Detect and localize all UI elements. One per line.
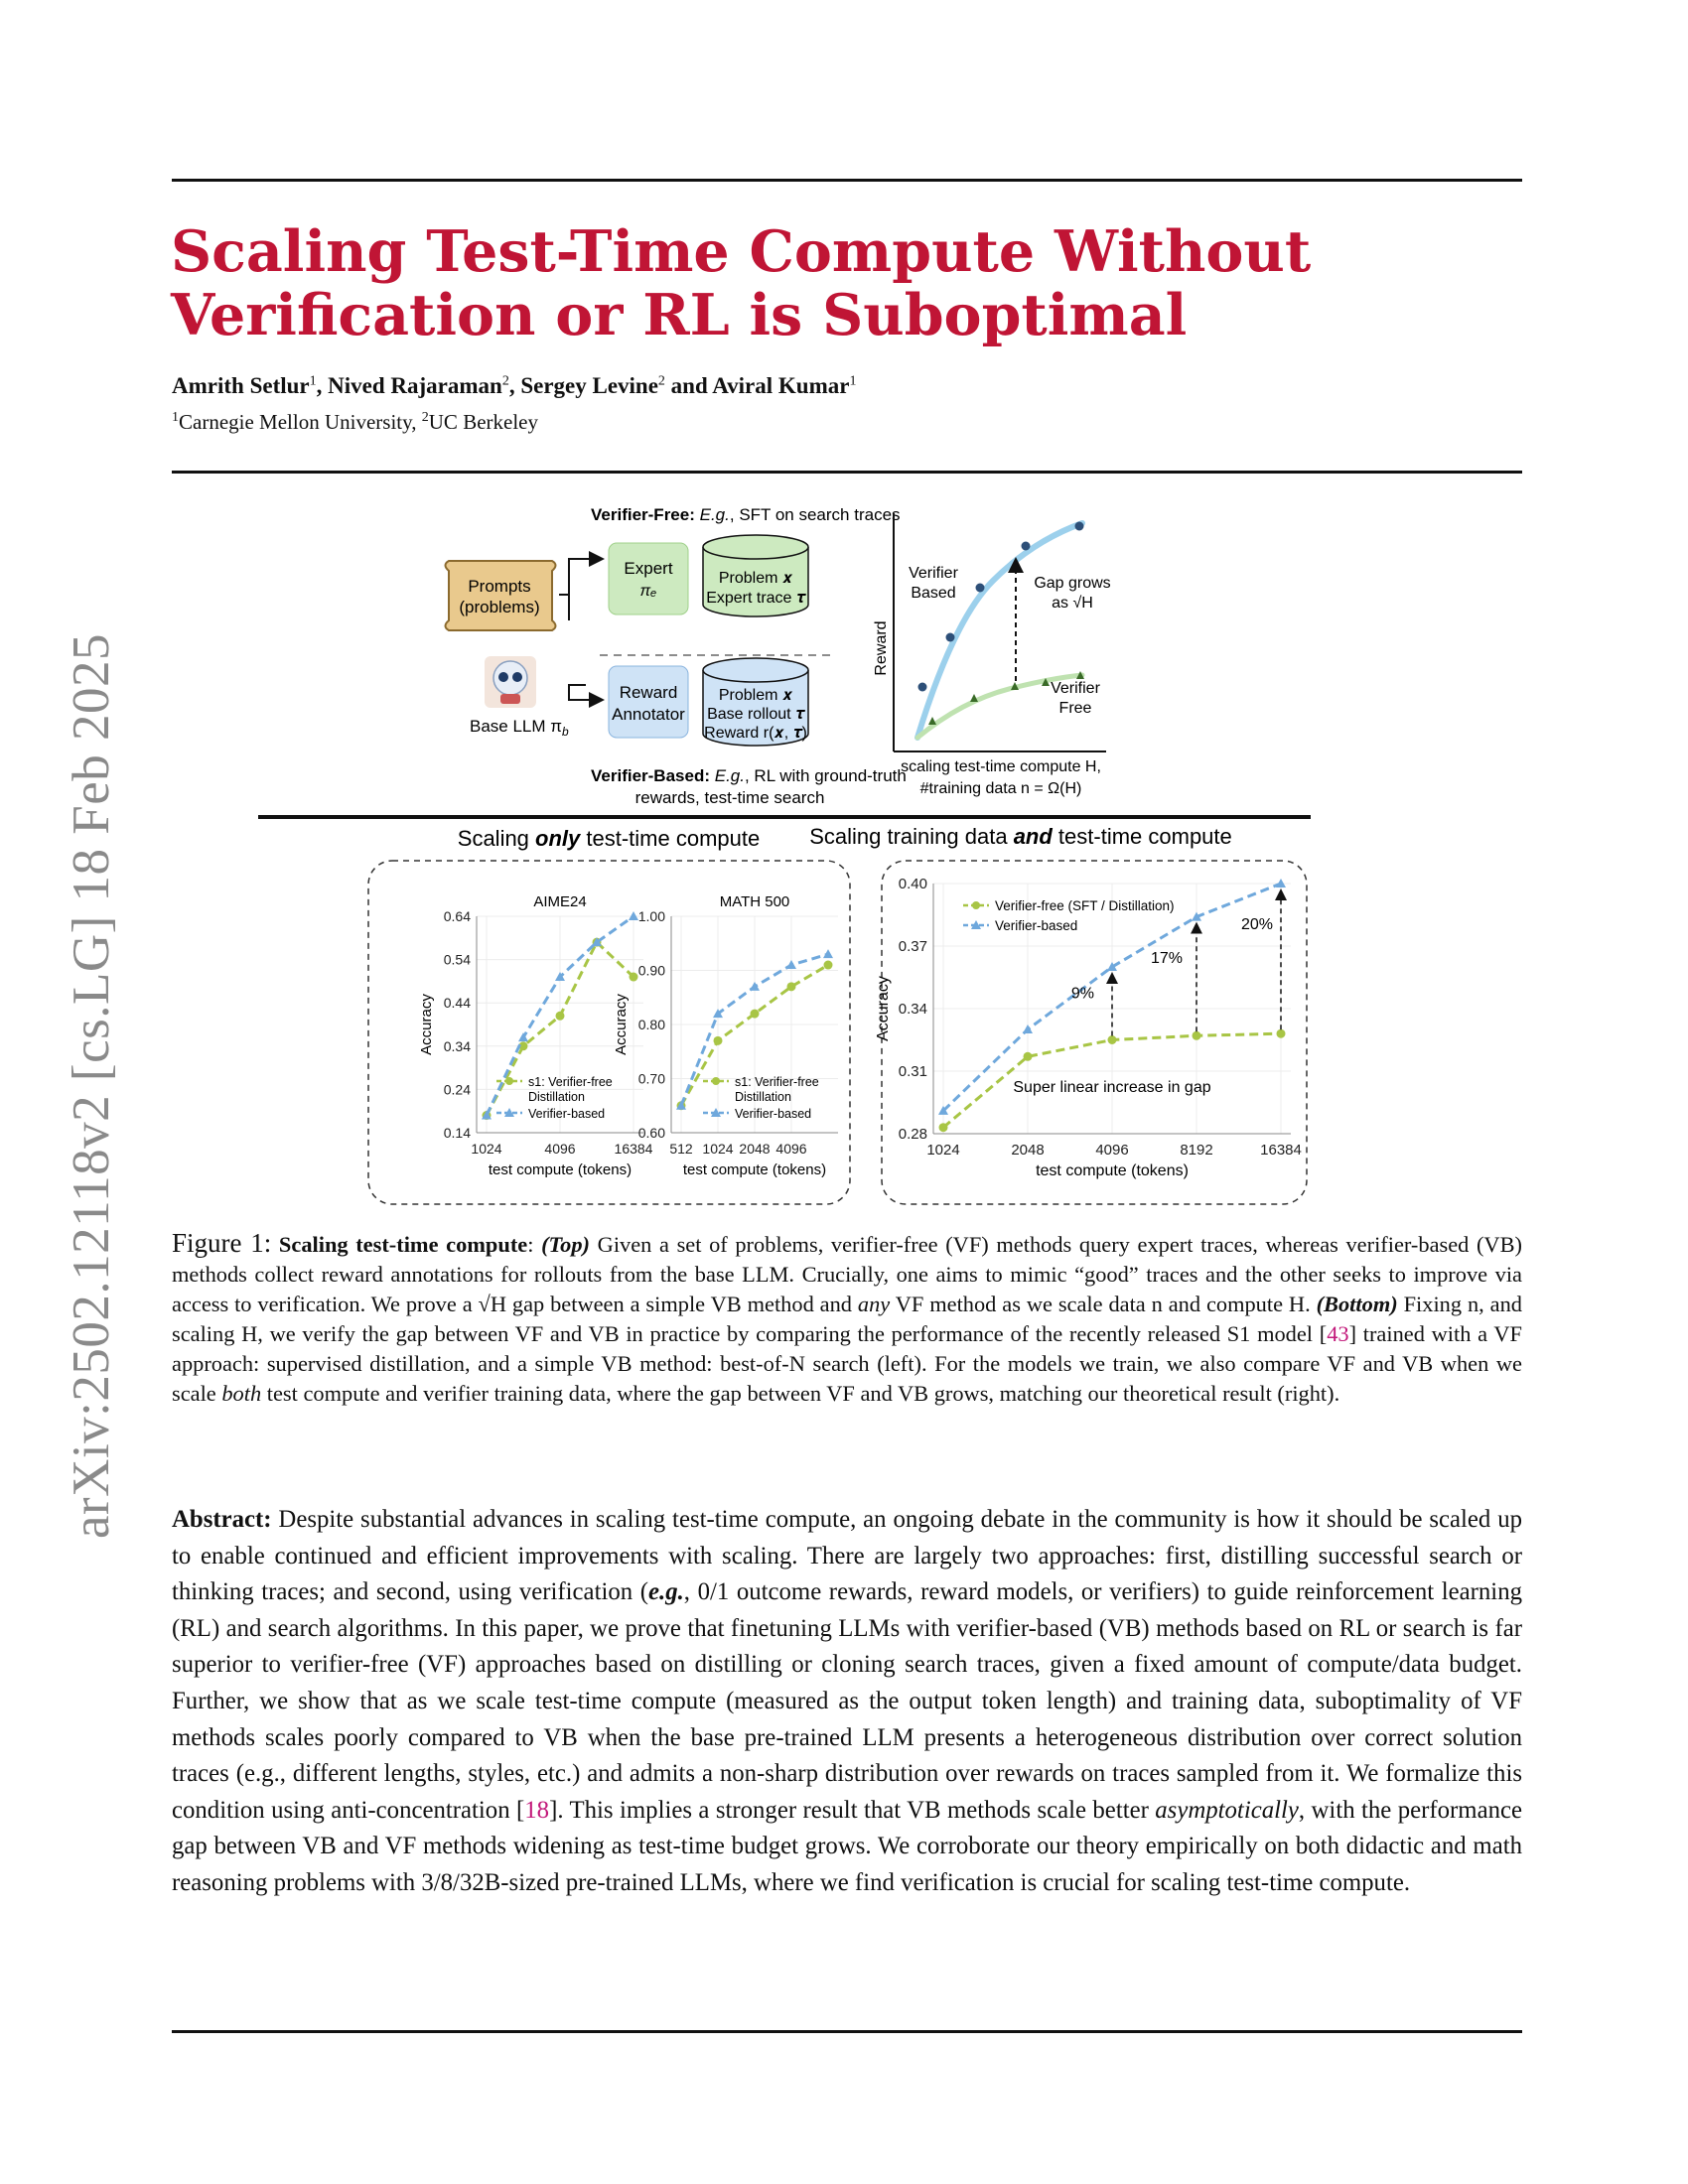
arxiv-stamp: arXiv:2502.12118v2 [cs.LG] 18 Feb 2025 (63, 632, 120, 1539)
svg-text:scaling test-time compute H,: scaling test-time compute H, (901, 758, 1101, 775)
svg-text:as √H: as √H (1052, 595, 1093, 612)
caption-bottom-tag: (Bottom) (1316, 1292, 1398, 1316)
author-affil-mark: 1 (309, 373, 317, 389)
y-tick-label: 0.80 (637, 1017, 665, 1032)
svg-text:Gap grows: Gap grows (1034, 575, 1111, 592)
svg-text:Base rollout 𝝉: Base rollout 𝝉 (707, 706, 804, 723)
data-point-verifier-free (1024, 1052, 1033, 1061)
y-tick-label: 0.37 (898, 938, 927, 955)
affil-number: 2 (421, 410, 429, 425)
data-point-verifier-free (556, 1012, 565, 1021)
prompts-scroll (446, 561, 556, 630)
y-tick-label: 0.40 (898, 876, 927, 892)
theory-plot (873, 513, 1111, 797)
data-point-verifier-free (751, 1010, 760, 1019)
vb-database-icon (703, 658, 808, 746)
vf-database-icon (703, 535, 808, 616)
left-panel-title: Scaling only test-time compute (457, 826, 761, 851)
right-panel-title: Scaling training data and test-time compute (809, 824, 1232, 849)
x-tick-label: 2048 (1011, 1142, 1045, 1159)
figure-1 (169, 501, 1331, 1221)
x-tick-label: 1024 (926, 1142, 960, 1159)
data-point-verifier-free (939, 1123, 948, 1132)
svg-text:Annotator: Annotator (612, 705, 685, 724)
legend-label: Verifier-based (995, 918, 1078, 933)
svg-text:#training data n = Ω(H): #training data n = Ω(H) (919, 780, 1082, 797)
data-point-verifier-based (786, 960, 796, 969)
legend-label: Verifier-based (528, 1107, 606, 1121)
y-tick-label: 0.64 (443, 908, 471, 924)
svg-text:πₑ: πₑ (639, 583, 657, 600)
abstract-label: Abstract: (172, 1506, 272, 1533)
author-name: Nived Rajaraman (328, 373, 502, 398)
y-tick-label: 0.44 (443, 995, 471, 1012)
vb-footer: Verifier-Based: E.g., RL with ground-truth (591, 766, 907, 785)
author-affil-mark: 1 (849, 373, 857, 389)
x-tick-label: 4096 (544, 1141, 576, 1157)
chart-title: AIME24 (533, 893, 587, 910)
data-point-verifier-based (555, 972, 565, 981)
caption-label: Figure 1: (172, 1228, 272, 1258)
svg-text:Reward r(𝒙, 𝝉): Reward r(𝒙, 𝝉) (704, 725, 807, 742)
author-name: Sergey Levine (520, 373, 658, 398)
y-tick-label: 0.34 (443, 1037, 471, 1054)
svg-text:Verifier: Verifier (909, 565, 958, 582)
legend-label: s1: Verifier-free (528, 1075, 613, 1089)
vf-vb-diagram (446, 505, 907, 807)
y-tick-label: 0.34 (898, 1001, 927, 1018)
vb-footer-line2: rewards, test-time search (634, 788, 825, 807)
data-point-verifier-free (630, 973, 638, 982)
affil-number: 1 (172, 410, 179, 425)
y-tick-label: 0.60 (637, 1125, 665, 1141)
x-tick-label: 2048 (739, 1141, 771, 1157)
svg-text:Free: Free (1058, 700, 1092, 717)
y-axis-label: Accuracy (613, 994, 630, 1055)
y-tick-label: 1.00 (637, 908, 665, 924)
citation-link[interactable]: 43 (1327, 1321, 1349, 1346)
vf-header: Verifier-Free: E.g., SFT on search traces (591, 505, 901, 524)
legend-label: Distillation (528, 1090, 585, 1104)
author-name: Aviral Kumar (712, 373, 850, 398)
y-tick-label: 0.70 (637, 1070, 665, 1087)
svg-text:(problems): (problems) (459, 598, 540, 616)
bottom-rule (172, 2030, 1522, 2033)
y-axis-label: Accuracy (875, 976, 892, 1041)
x-tick-label: 4096 (1095, 1142, 1129, 1159)
x-axis-label: test compute (tokens) (682, 1161, 827, 1178)
top-rule (172, 179, 1522, 182)
expert-box (609, 543, 688, 614)
author-name: Amrith Setlur (172, 373, 310, 398)
citation-link[interactable]: 18 (524, 1796, 550, 1824)
svg-text:Problem 𝒙: Problem 𝒙 (718, 570, 793, 587)
author-affil-mark: 2 (657, 373, 665, 389)
y-tick-label: 0.14 (443, 1125, 471, 1141)
x-tick-label: 512 (669, 1141, 693, 1157)
y-tick-label: 0.90 (637, 962, 665, 979)
y-tick-label: 0.28 (898, 1126, 927, 1143)
paper-title: Scaling Test-Time Compute Without Verification or RL is Suboptimal (171, 218, 1312, 348)
data-point-verifier-based (1023, 1024, 1033, 1033)
chart-title: MATH 500 (719, 893, 790, 910)
legend-label: Distillation (735, 1090, 791, 1104)
chart-scaling-data (875, 876, 1302, 1179)
figure-caption: Figure 1: Scaling test-time compute: (Top) Given a set of problems, verifier-free (VF) methods query expert traces, whereas verifier-based (VB) methods collect reward annotations for rollouts from the base LLM. Crucially, one aims to mimic “good” traces and the other seeks to improve via access to verification. We prove a √H gap between a simple VB method and any VF method as we scale data n and compute H. (Bottom) Fixing n, and scaling H, we verify the gap between VF and VB in practice by comparing the performance of the recently released S1 model [43] trained with a VF approach: supervised distillation, and a simple VB method: best-of-N search (left). For the models we train, we also compare VF and VB when we scale both test compute and verifier training data, where the gap between VF and VB grows, matching our theoretical result (right). (172, 1228, 1522, 1406)
affil-name: UC Berkeley (428, 410, 538, 434)
x-tick-label: 4096 (775, 1141, 807, 1157)
caption-top-tag: (Top) (541, 1232, 591, 1257)
gap-label: 9% (1070, 985, 1094, 1003)
legend-marker (505, 1077, 513, 1085)
legend-label: Verifier-based (735, 1107, 812, 1121)
data-point-verifier-free (1193, 1031, 1201, 1040)
affil-name: Carnegie Mellon University (179, 410, 412, 434)
caption-title: Scaling test-time compute (278, 1232, 528, 1257)
x-tick-label: 8192 (1180, 1142, 1213, 1159)
base-llm-label: Base LLM $\pi_b$ (470, 717, 569, 739)
gap-annotation: Super linear increase in gap (1013, 1079, 1211, 1096)
x-axis-label: test compute (tokens) (488, 1161, 633, 1178)
x-tick-label: 1024 (471, 1141, 502, 1157)
chart-math500 (613, 893, 838, 1178)
data-point-verifier-free (1108, 1035, 1117, 1044)
affiliation-list: $^1$Carnegie Mellon University, $^2$UC Berkeley (172, 410, 538, 434)
x-tick-label: 16384 (1260, 1142, 1302, 1159)
svg-text:Prompts: Prompts (468, 577, 531, 596)
y-tick-label: 0.24 (443, 1081, 471, 1098)
svg-text:Verifier: Verifier (1051, 680, 1100, 697)
x-tick-label: 1024 (702, 1141, 734, 1157)
x-axis-label: test compute (tokens) (1036, 1162, 1189, 1179)
header-rule (172, 471, 1522, 474)
svg-text:Based: Based (911, 585, 956, 602)
legend-label: Verifier-free (SFT / Distillation) (995, 898, 1175, 913)
y-tick-label: 0.31 (898, 1063, 927, 1080)
theory-ylabel: Reward (873, 620, 890, 676)
data-point-verifier-free (787, 982, 796, 991)
y-axis-label: Accuracy (418, 994, 435, 1055)
gap-label: 17% (1150, 949, 1183, 967)
data-point-verifier-free (1277, 1029, 1286, 1038)
x-tick-label: 16384 (614, 1141, 653, 1157)
legend-label: s1: Verifier-free (735, 1075, 819, 1089)
svg-text:Expert trace 𝝉: Expert trace 𝝉 (706, 590, 805, 607)
legend-marker (712, 1077, 720, 1085)
author-list: Amrith Setlur$^1$, Nived Rajaraman$^2$, Sergey Levine$^2$ and Aviral Kumar$^1$ (172, 373, 857, 398)
data-point-verifier-free (824, 961, 833, 970)
svg-text:Problem 𝒙: Problem 𝒙 (718, 687, 793, 704)
author-affil-mark: 2 (501, 373, 509, 389)
svg-text:Reward: Reward (619, 683, 678, 702)
y-tick-label: 0.54 (443, 951, 471, 968)
legend-marker (972, 901, 980, 909)
robot-icon (485, 656, 536, 708)
abstract: Abstract: Despite substantial advances in scaling test-time compute, an ongoing debate in the community is how it should be scaled up to enable continued and efficient improvements with scaling. There are largely two approaches: first, distilling successful search or thinking traces; and second, using verification (e.g., 0/1 outcome rewards, reward models, or verifiers) to guide reinforcement learning (RL) and search algorithms. In this paper, we prove that finetuning LLMs with verifier-based (VB) methods based on RL or search is far superior to verifier-free (VF) approaches based on distilling or cloning search traces, given a fixed amount of compute/data budget. Further, we show that as we scale test-time compute (measured as the output token length) and training data, suboptimality of VF methods scales poorly compared to VB when the base pre-trained LLM presents a heterogeneous distribution over correct solution traces (e.g., different lengths, styles, etc.) and admits a non-sharp distribution over rewards on traces sampled from it. We formalize this condition using anti-concentration [18]. This implies a stronger result that VB methods scale better asymptotically, with the performance gap between VB and VF methods widening as test-time budget grows. We corroborate our theory empirically on both didactic and math reasoning problems with 3/8/32B-sized pre-trained LLMs, where we find verification is crucial for scaling test-time compute. (172, 1506, 1522, 1896)
gap-label: 20% (1240, 916, 1273, 934)
reward-annotator-box (609, 666, 688, 738)
data-point-verifier-free (714, 1036, 723, 1045)
svg-text:Expert: Expert (624, 559, 673, 578)
